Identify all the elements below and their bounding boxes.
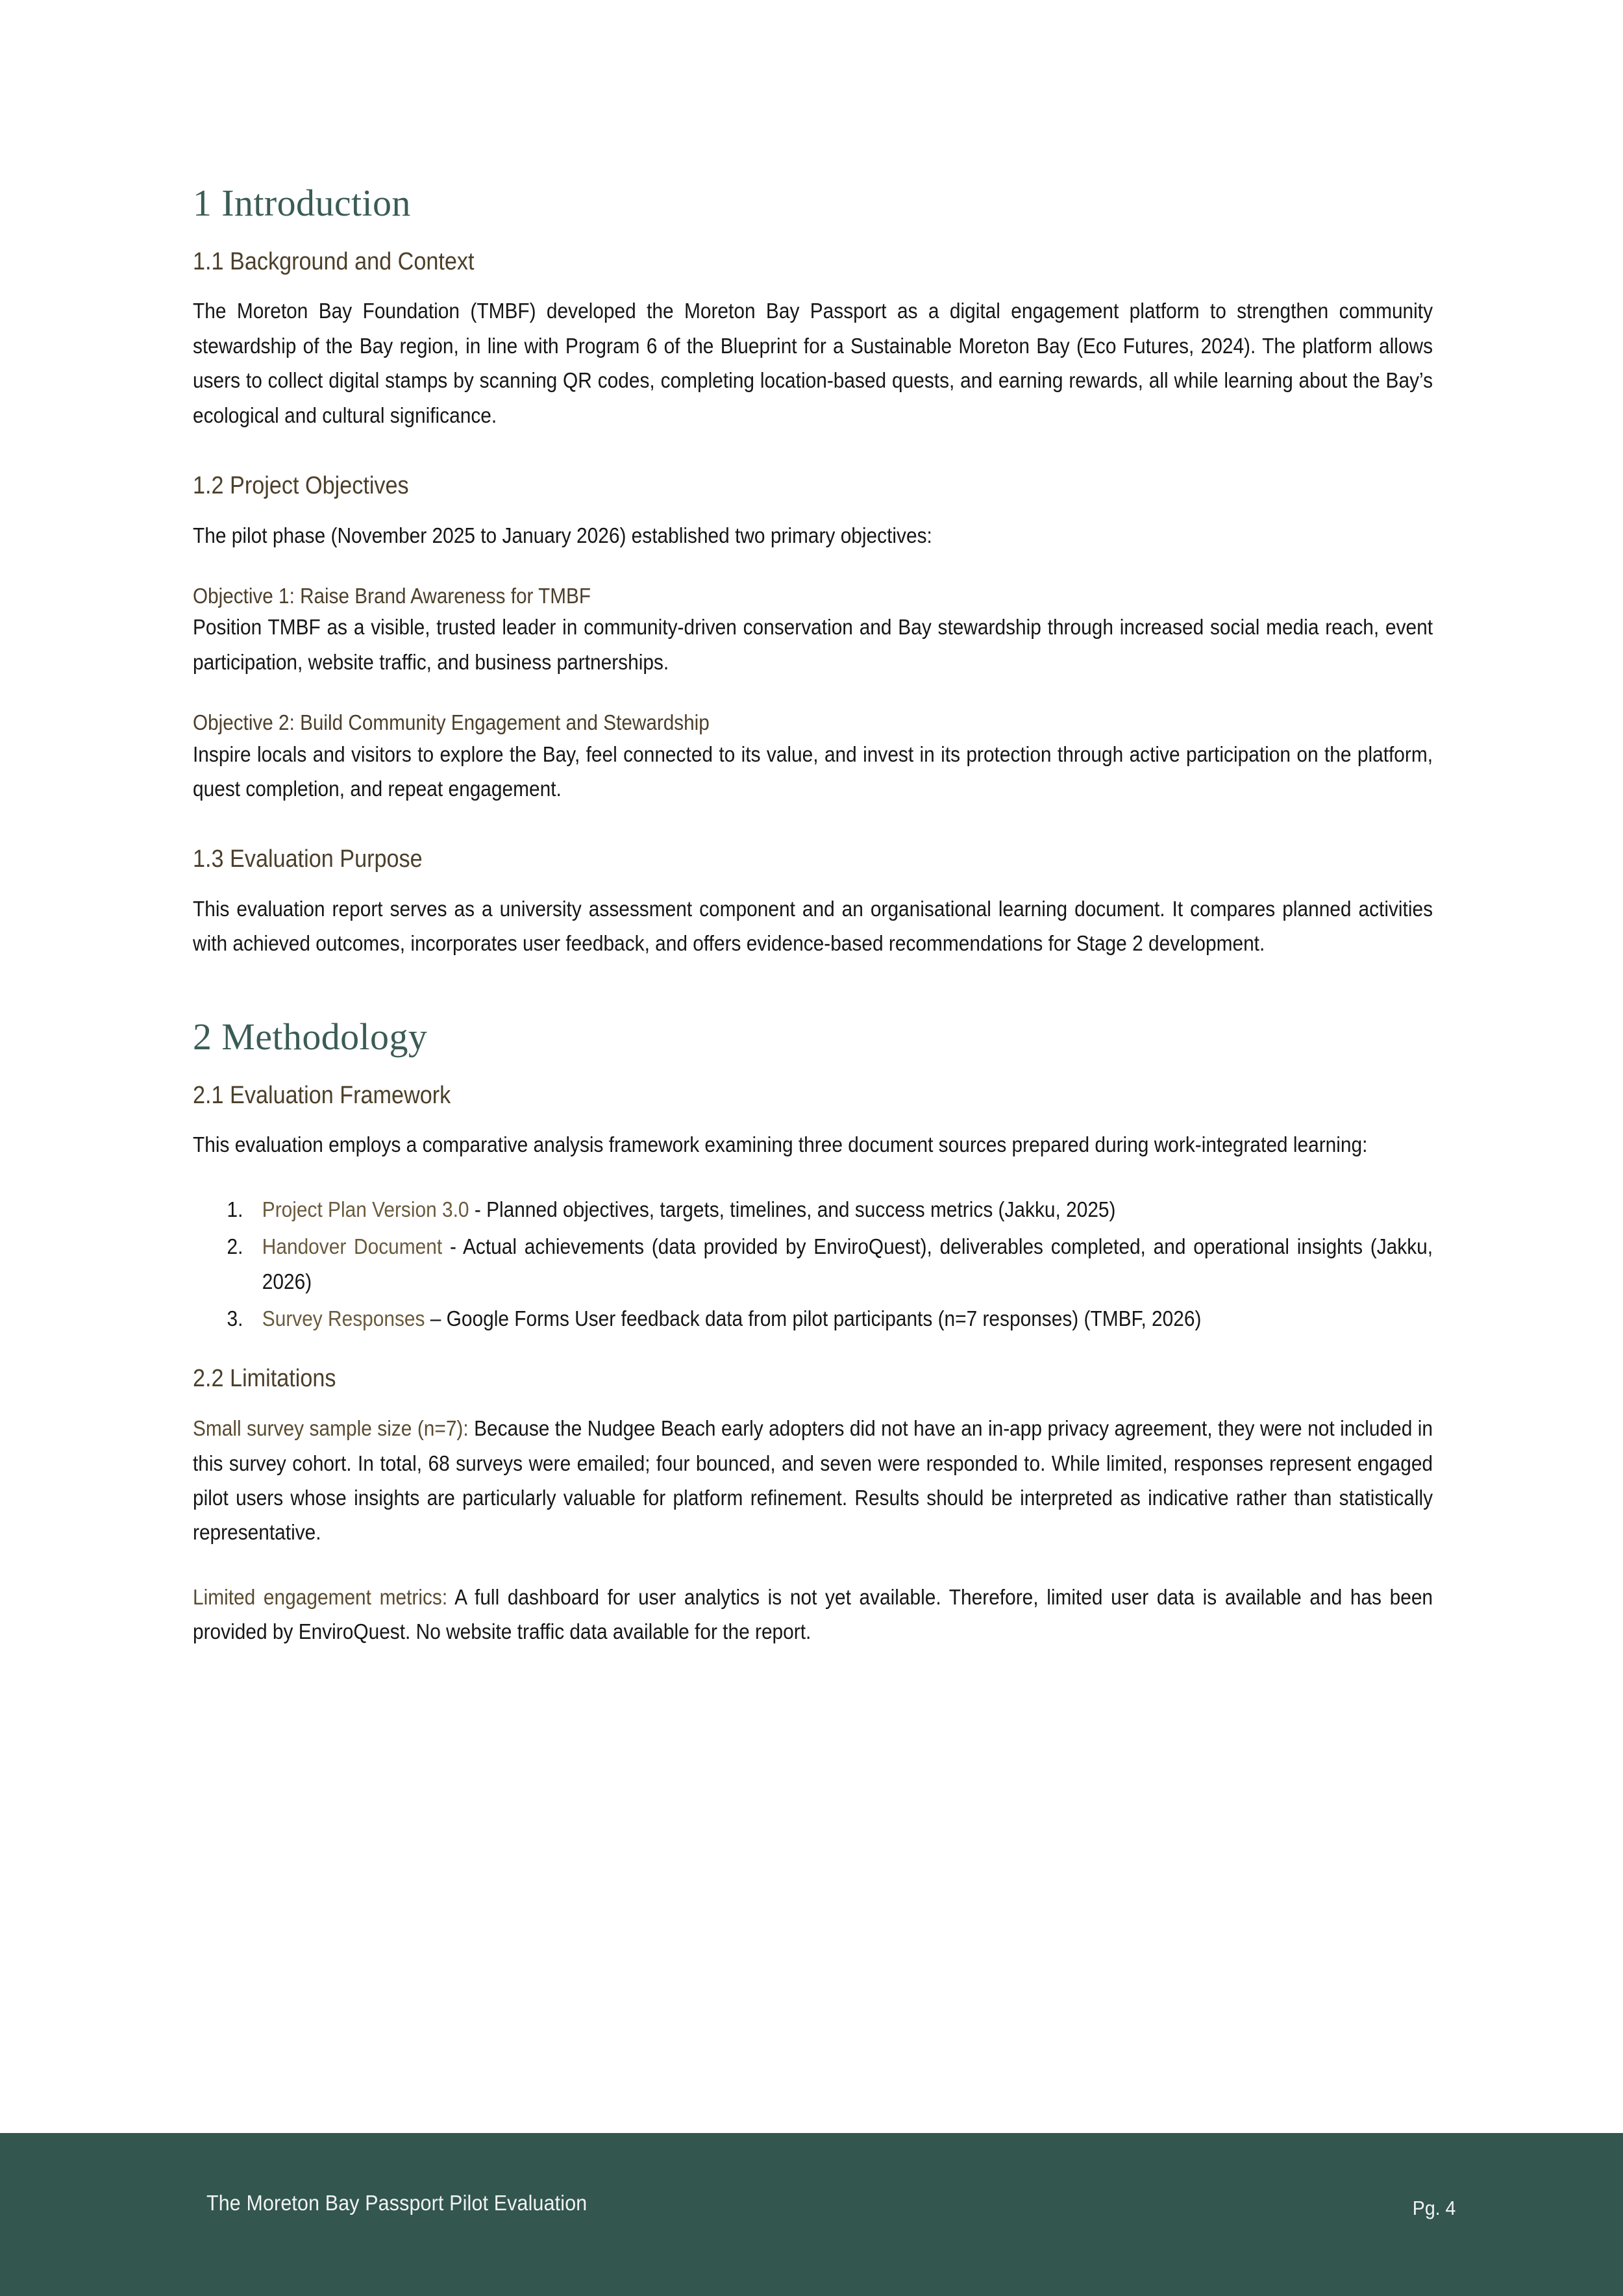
list-item-lead: Survey Responses [262,1306,425,1331]
objective-2-title: Objective 2: Build Community Engagement and Stewardship [193,710,710,735]
footer-document-title: The Moreton Bay Passport Pilot Evaluation [206,2191,588,2215]
heading-2-methodology: 2 Methodology [193,1015,428,1058]
list-marker: 3. [227,1306,243,1331]
paragraph-limitation-sample-size [193,1411,1433,1550]
objective-1-body: Position TMBF as a visible, trusted leader in community-driven conservation and Bay stewardship through increased social media reach, event participation, website traffic, and business partnerships. [193,615,1433,674]
spacer [193,825,1433,845]
objective-2-block [193,709,1433,806]
heading-1-introduction: 1 Introduction [193,182,411,224]
heading-2-2-limitations: 2.2 Limitations [193,1365,336,1393]
heading-2-1-evaluation-framework: 2.1 Evaluation Framework [193,1081,451,1109]
objective-1-title: Objective 1: Raise Brand Awareness for TMBF [193,584,591,608]
limitation-2-lead: Limited engagement metrics: [193,1584,448,1609]
limitation-1-rest: Because the Nudgee Beach early adopters did not have an in-app privacy agreement, they were not included in this survey cohort. In total, 68 surveys were emailed; four bounced, and seven were responded to. While limited, responses represent engaged pilot users whose insights are particularly valuable for platform refinement. Results should be interpreted as indicative rather than statistically representative. [193,1416,1433,1545]
heading-1-2-project-objectives: 1.2 Project Objectives [193,472,409,500]
list-item [193,1229,1433,1299]
spacer [193,572,1433,582]
list-marker: 2. [227,1234,243,1259]
page-footer [0,2133,1623,2296]
footer-inner [0,2133,1623,2296]
list-item-rest: - Planned objectives, targets, timelines, and success metrics (Jakku, 2025) [469,1197,1116,1221]
heading-1-1-background-and-context: 1.1 Background and Context [193,247,475,275]
paragraph-objectives-intro: The pilot phase (November 2025 to January 2026) established two primary objectives: [193,523,932,547]
page-content [193,182,1433,1669]
heading-1-3-evaluation-purpose: 1.3 Evaluation Purpose [193,845,423,873]
list-item [193,1301,1433,1336]
limitation-2-rest: A full dashboard for user analytics is not yet available. Therefore, limited user data is available and has been provided by EnviroQuest. No website traffic data available for the report. [193,1584,1433,1644]
paragraph-evaluation-framework: This evaluation employs a comparative analysis framework examining three document sources prepared during work-integrated learning: [193,1132,1368,1157]
objective-1-block [193,582,1433,679]
list-item-rest: – Google Forms User feedback data from pilot participants (n=7 responses) (TMBF, 2026) [425,1306,1202,1331]
paragraph-limitation-engagement-metrics [193,1580,1433,1649]
limitation-1-lead: Small survey sample size (n=7): [193,1416,469,1441]
spacer [193,699,1433,709]
list-item-lead: Project Plan Version 3.0 [262,1197,469,1221]
paragraph-evaluation-purpose: This evaluation report serves as a university assessment component and an organisational learning document. It compares planned activities with achieved outcomes, incorporates user feedback, and offers evidence-based recommendations for Stage 2 development. [193,897,1433,956]
document-sources-list [193,1192,1433,1336]
footer-page-number: Pg. 4 [1412,2197,1456,2219]
objective-2-body: Inspire locals and visitors to explore the Bay, feel connected to its value, and invest in its protection through active participation on the platform, quest completion, and repeat engagement. [193,742,1433,801]
spacer [193,1338,1433,1364]
list-item [193,1192,1433,1227]
paragraph-background-context: The Moreton Bay Foundation (TMBF) developed the Moreton Bay Passport as a digital engagement platform to strengthen community stewardship of the Bay region, in line with Program 6 of the Blueprint for a Sustainable Moreton Bay (Eco Futures, 2024). The platform allows users to collect digital stamps by scanning QR codes, completing location-based quests, and earning rewards, all while learning about the Bay’s ecological and cultural significance. [193,299,1433,427]
list-marker: 1. [227,1197,243,1221]
spacer [193,452,1433,471]
spacer [193,1182,1433,1192]
list-item-rest: - Actual achievements (data provided by EnviroQuest), deliverables completed, and operational insights (Jakku, 2026) [262,1234,1433,1293]
spacer [193,1569,1433,1580]
list-item-lead: Handover Document [262,1234,443,1259]
